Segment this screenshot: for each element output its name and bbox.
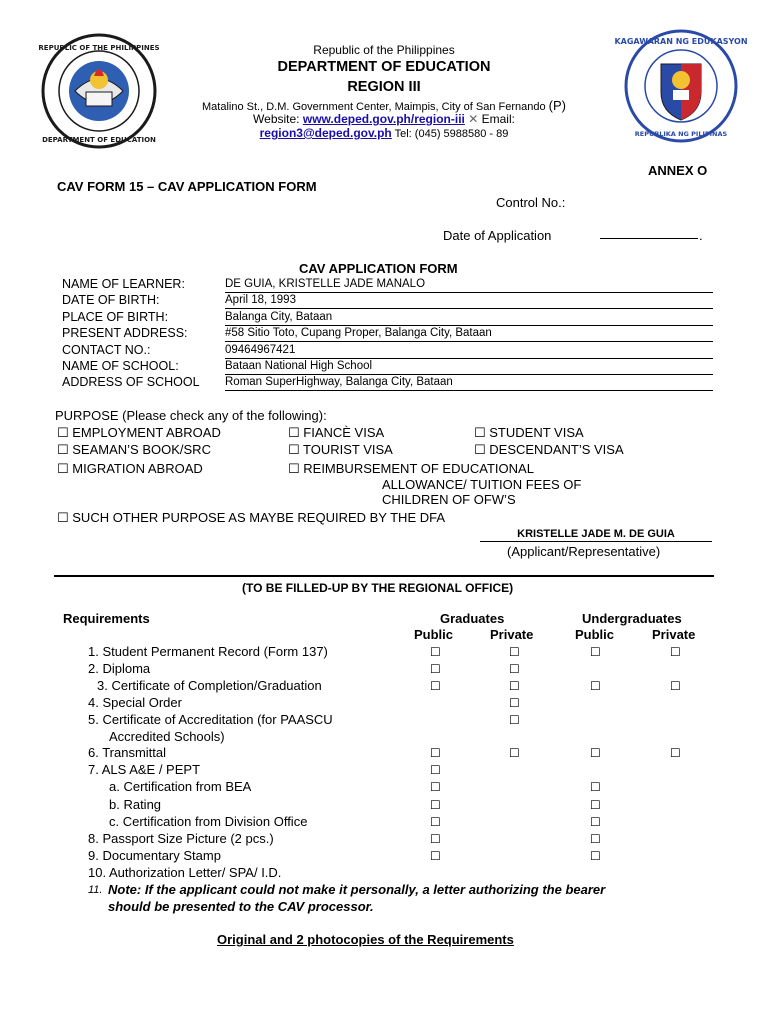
email-label: Email: <box>481 112 515 126</box>
website-label: Website: <box>253 112 300 126</box>
purpose-reimbursement-line2: ALLOWANCE/ TUITION FEES OF <box>382 477 582 492</box>
present-address-value[interactable]: #58 Sitio Toto, Cupang Proper, Balanga City, Bataan <box>225 326 713 342</box>
graduates-header: Graduates <box>440 611 505 626</box>
office-address-suffix: (P) <box>548 98 566 113</box>
checkbox[interactable]: ☐ <box>590 645 601 659</box>
checkbox[interactable]: ☐ <box>509 645 520 659</box>
purpose-descendants-visa[interactable]: ☐ DESCENDANT’S VISA <box>474 442 624 457</box>
svg-text:DEPARTMENT OF EDUCATION: DEPARTMENT OF EDUCATION <box>42 136 156 144</box>
checkbox[interactable]: ☐ <box>590 832 601 846</box>
req-accreditation-line2: Accredited Schools) <box>109 729 225 744</box>
undergraduates-public-header: Public <box>575 627 615 642</box>
applicant-role: (Applicant/Representative) <box>507 544 661 559</box>
checkbox[interactable]: ☐ <box>590 746 601 760</box>
checkbox[interactable]: ☐ <box>590 780 601 794</box>
checkbox[interactable]: ☐ <box>430 815 441 829</box>
checkbox[interactable]: ☐ <box>509 746 520 760</box>
date-of-application-field[interactable] <box>600 238 698 239</box>
purpose-other-dfa[interactable]: ☐ SUCH OTHER PURPOSE AS MAYBE REQUIRED BY THE DFA <box>57 510 446 525</box>
contact-no-label: CONTACT NO.: <box>62 343 151 357</box>
birth-date-value[interactable]: April 18, 1993 <box>225 293 713 309</box>
school-name-value[interactable]: Bataan National High School <box>225 359 713 375</box>
checkbox[interactable]: ☐ <box>430 679 441 693</box>
republic-line: Republic of the Philippines <box>313 43 455 57</box>
requirements-header: Requirements <box>63 611 150 626</box>
checkbox[interactable]: ☐ <box>590 679 601 693</box>
date-of-application-suffix: . <box>699 228 703 243</box>
checkbox[interactable]: ☐ <box>670 679 681 693</box>
req-authorization-letter: 10. Authorization Letter/ SPA/ I.D. <box>88 865 282 880</box>
learner-name-label: NAME OF LEARNER: <box>62 277 185 291</box>
checkbox[interactable]: ☐ <box>670 645 681 659</box>
purpose-seamans-book[interactable]: ☐ SEAMAN’S BOOK/SRC <box>57 442 211 457</box>
undergraduates-private-header: Private <box>652 627 696 642</box>
graduates-private-header: Private <box>490 627 534 642</box>
checkbox[interactable]: ☐ <box>670 746 681 760</box>
svg-text:REPUBLIC OF THE PHILIPPINES: REPUBLIC OF THE PHILIPPINES <box>38 44 160 52</box>
present-address-label: PRESENT ADDRESS: <box>62 326 188 340</box>
regional-office-note: (TO BE FILLED-UP BY THE REGIONAL OFFICE) <box>242 581 514 595</box>
req-transmittal: 6. Transmittal <box>88 745 167 760</box>
birth-date-label: DATE OF BIRTH: <box>62 293 160 307</box>
email-link[interactable]: region3@deped.gov.ph <box>259 126 392 140</box>
checkbox[interactable]: ☐ <box>590 849 601 863</box>
contact-no-value[interactable]: 09464967421 <box>225 343 713 359</box>
req-certificate-completion: 3. Certificate of Completion/Graduation <box>97 678 322 693</box>
checkbox[interactable]: ☐ <box>430 746 441 760</box>
req-certification-bea: a. Certification from BEA <box>109 779 252 794</box>
website-line <box>0 112 768 126</box>
date-of-application-label: Date of Application <box>443 228 552 243</box>
graduates-public-header: Public <box>414 627 454 642</box>
req-rating: b. Rating <box>109 797 162 812</box>
req-certification-division: c. Certification from Division Office <box>109 814 308 829</box>
purpose-tourist-visa[interactable]: ☐ TOURIST VISA <box>288 442 393 457</box>
control-no-label: Control No.: <box>496 195 566 210</box>
purpose-migration-abroad[interactable]: ☐ MIGRATION ABROAD <box>57 461 203 476</box>
svg-text:KAGAWARAN NG EDUKASYON: KAGAWARAN NG EDUKASYON <box>614 37 748 46</box>
school-address-label: ADDRESS OF SCHOOL <box>62 375 200 389</box>
req-documentary-stamp: 9. Documentary Stamp <box>88 848 221 863</box>
checkbox[interactable]: ☐ <box>509 679 520 693</box>
undergraduates-header: Undergraduates <box>582 611 682 626</box>
note-number: 11. <box>88 884 103 896</box>
purpose-reimbursement-line3: CHILDREN OF OFW’S <box>382 492 516 507</box>
applicant-name: KRISTELLE JADE M. DE GUIA <box>480 528 712 542</box>
note-line-2: should be presented to the CAV processor. <box>108 899 374 914</box>
form-code: CAV FORM 15 – CAV APPLICATION FORM <box>57 179 317 194</box>
checkbox[interactable]: ☐ <box>509 662 520 676</box>
birth-place-value[interactable]: Balanga City, Bataan <box>225 310 713 326</box>
form-title: CAV APPLICATION FORM <box>299 261 458 276</box>
purpose-heading: PURPOSE (Please check any of the following): <box>55 408 327 423</box>
tel-text: Tel: (045) 5988580 - 89 <box>394 128 509 140</box>
department-name: DEPARTMENT OF EDUCATION <box>277 59 491 75</box>
req-certificate-accreditation: 5. Certificate of Accreditation (for PAASCU <box>88 712 333 727</box>
checkbox[interactable]: ☐ <box>509 713 520 727</box>
checkbox[interactable]: ☐ <box>590 815 601 829</box>
req-als-pept: 7. ALS A&E / PEPT <box>88 762 201 777</box>
annex-label: ANNEX O <box>648 163 708 178</box>
checkbox[interactable]: ☐ <box>430 798 441 812</box>
checkbox[interactable]: ☐ <box>509 696 520 710</box>
checkbox[interactable]: ☐ <box>430 849 441 863</box>
purpose-fiance-visa[interactable]: ☐ FIANCÈ VISA <box>288 425 385 440</box>
checkbox[interactable]: ☐ <box>430 832 441 846</box>
req-passport-picture: 8. Passport Size Picture (2 pcs.) <box>88 831 274 846</box>
checkbox[interactable]: ☐ <box>430 662 441 676</box>
website-link[interactable]: www.deped.gov.ph/region-iii <box>302 112 465 126</box>
section-divider <box>54 575 714 577</box>
close-icon: ✕ <box>468 112 479 126</box>
footer-note: Original and 2 photocopies of the Requirements <box>217 932 514 947</box>
req-special-order: 4. Special Order <box>88 695 182 710</box>
school-address-value[interactable]: Roman SuperHighway, Balanga City, Bataan <box>225 375 713 391</box>
req-form-137: 1. Student Permanent Record (Form 137) <box>88 644 328 659</box>
svg-text:REPUBLIKA NG PILIPINAS: REPUBLIKA NG PILIPINAS <box>634 130 728 138</box>
learner-name-value[interactable]: DE GUIA, KRISTELLE JADE MANALO <box>225 277 713 293</box>
school-name-label: NAME OF SCHOOL: <box>62 359 179 373</box>
email-tel-line <box>0 126 768 140</box>
note-line-1: Note: If the applicant could not make it personally, a letter authorizing the bearer <box>108 882 606 897</box>
birth-place-label: PLACE OF BIRTH: <box>62 310 169 324</box>
req-diploma: 2. Diploma <box>88 661 151 676</box>
region-name: REGION III <box>347 79 421 95</box>
office-address <box>0 98 768 113</box>
checkbox[interactable]: ☐ <box>430 763 441 777</box>
purpose-student-visa[interactable]: ☐ STUDENT VISA <box>474 425 584 440</box>
purpose-reimbursement[interactable]: ☐ REIMBURSEMENT OF EDUCATIONAL <box>288 461 534 476</box>
checkbox[interactable]: ☐ <box>590 798 601 812</box>
office-address-text: Matalino St., D.M. Government Center, Maimpis, City of San Fernando <box>202 101 546 113</box>
checkbox[interactable]: ☐ <box>430 780 441 794</box>
checkbox[interactable]: ☐ <box>430 645 441 659</box>
purpose-employment-abroad[interactable]: ☐ EMPLOYMENT ABROAD <box>57 425 221 440</box>
